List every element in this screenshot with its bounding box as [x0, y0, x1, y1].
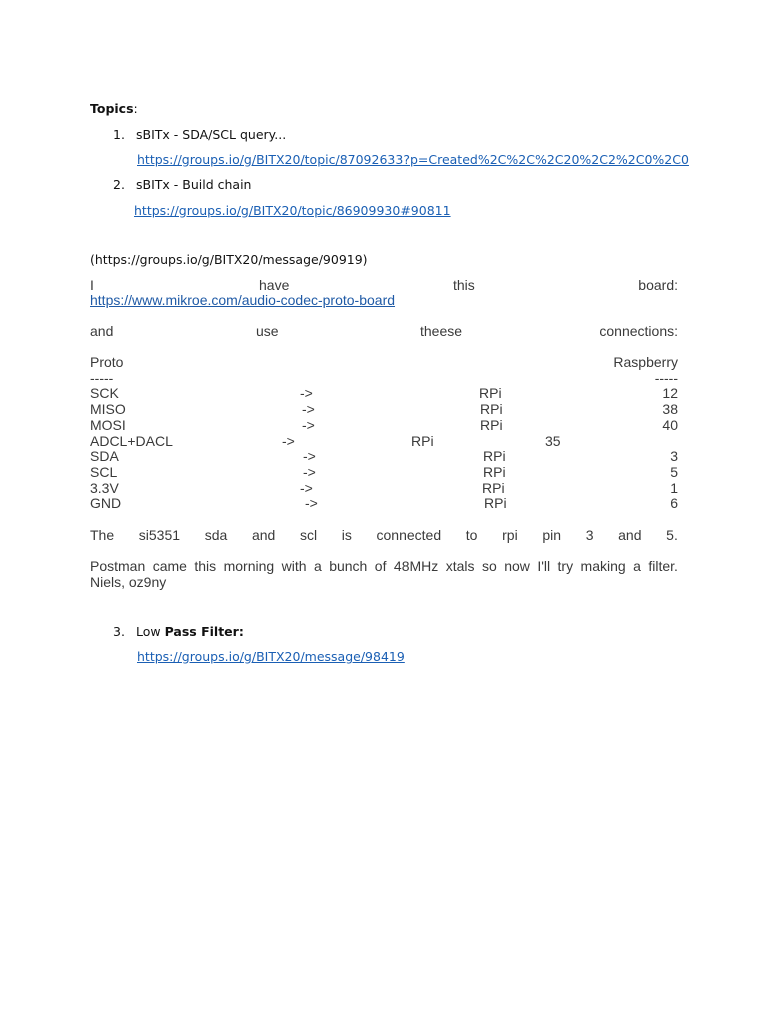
- word: bunch: [329, 558, 368, 574]
- word: making: [580, 558, 626, 574]
- separator-right: -----: [654, 370, 678, 386]
- connections-line: [90, 323, 678, 339]
- board-line: [90, 277, 678, 293]
- word: and: [90, 323, 114, 339]
- pin-name: MOSI: [90, 417, 126, 433]
- topic-2-title: sBITx - Build chain: [136, 177, 252, 192]
- word: connections:: [599, 323, 678, 339]
- word: have: [259, 277, 290, 293]
- word: The: [90, 527, 115, 543]
- pin-number: 40: [662, 417, 678, 433]
- pin-number: 35: [545, 433, 561, 449]
- word: a: [313, 558, 322, 574]
- destination: RPi: [480, 401, 503, 417]
- table-header: [90, 354, 678, 370]
- table-row: [90, 385, 678, 401]
- topic-1-number: 1.: [113, 127, 125, 142]
- word: connected: [376, 527, 442, 543]
- arrow: ->: [300, 385, 313, 401]
- topic-3-link[interactable]: https://groups.io/g/BITX20/message/98419: [137, 649, 405, 664]
- message-reference: (https://groups.io/g/BITX20/message/90919): [90, 252, 368, 267]
- word: now: [504, 558, 530, 574]
- word: and: [618, 527, 642, 543]
- word: I: [90, 277, 94, 293]
- topic-3-title: Low Pass Filter:: [136, 624, 244, 639]
- destination: RPi: [479, 385, 502, 401]
- arrow: ->: [302, 401, 315, 417]
- table-row: [90, 433, 678, 449]
- topic-3-number: 3.: [113, 624, 125, 639]
- word: xtals: [445, 558, 475, 574]
- si5351-sentence: [90, 527, 678, 543]
- topic-1-title: sBITx - SDA/SCL query...: [136, 127, 287, 142]
- word: a: [633, 558, 641, 574]
- word: board:: [638, 277, 678, 293]
- destination: RPi: [411, 433, 434, 449]
- table-row: [90, 401, 678, 417]
- arrow: ->: [303, 464, 316, 480]
- word: is: [341, 527, 352, 543]
- destination: RPi: [483, 464, 506, 480]
- word: theese: [420, 323, 463, 339]
- pin-number: 3: [670, 448, 678, 464]
- word: 48MHz: [393, 558, 439, 574]
- separator-left: -----: [90, 370, 114, 386]
- word: 3: [585, 527, 594, 543]
- pin-name: GND: [90, 495, 122, 511]
- pin-name: MISO: [90, 401, 126, 417]
- table-row: [90, 495, 678, 511]
- word: use: [256, 323, 279, 339]
- topic-1-link[interactable]: https://groups.io/g/BITX20/topic/87092633?p=Created%2C%2C%2C20%2C2%2C0%2C0: [137, 152, 689, 167]
- word: 5.: [666, 527, 678, 543]
- destination: RPi: [480, 417, 503, 433]
- arrow: ->: [282, 433, 295, 449]
- destination: RPi: [484, 495, 507, 511]
- word: and: [251, 527, 276, 543]
- topics-heading: Topics:: [90, 101, 138, 116]
- word: rpi: [502, 527, 518, 543]
- postman-sentence: [90, 558, 678, 574]
- word: with: [281, 558, 307, 574]
- destination: RPi: [483, 448, 506, 464]
- pin-name: 3.3V: [90, 480, 119, 496]
- word: sda: [204, 527, 228, 543]
- table-row: [90, 464, 678, 480]
- word: Postman: [90, 558, 146, 574]
- word: came: [152, 558, 187, 574]
- arrow: ->: [305, 495, 318, 511]
- pin-number: 12: [662, 385, 678, 401]
- word: to: [465, 527, 478, 543]
- header-raspberry: Raspberry: [613, 354, 678, 370]
- topic-2-link[interactable]: https://groups.io/g/BITX20/topic/86909930#90811: [134, 203, 451, 218]
- arrow: ->: [302, 417, 315, 433]
- board-link[interactable]: https://www.mikroe.com/audio-codec-proto-board: [90, 292, 396, 308]
- header-proto: Proto: [90, 354, 124, 370]
- pin-name: SDA: [90, 448, 119, 464]
- pin-number: 5: [670, 464, 678, 480]
- pin-number: 6: [670, 495, 678, 511]
- word: scl: [299, 527, 318, 543]
- pin-number: 38: [662, 401, 678, 417]
- arrow: ->: [300, 480, 313, 496]
- signature: Niels, oz9ny: [90, 574, 167, 590]
- pin-name: ADCL+DACL: [90, 433, 173, 449]
- table-separator: [90, 370, 678, 386]
- table-row: [90, 417, 678, 433]
- table-row: [90, 448, 678, 464]
- pin-number: 1: [670, 480, 678, 496]
- word: try: [557, 558, 574, 574]
- topic-2-number: 2.: [113, 177, 125, 192]
- word: this: [194, 558, 217, 574]
- word: I'll: [537, 558, 551, 574]
- word: si5351: [138, 527, 181, 543]
- destination: RPi: [482, 480, 505, 496]
- word: filter.: [648, 558, 678, 574]
- word: of: [374, 558, 387, 574]
- word: morning: [223, 558, 275, 574]
- arrow: ->: [303, 448, 316, 464]
- word: pin: [542, 527, 562, 543]
- word: so: [481, 558, 497, 574]
- pin-name: SCK: [90, 385, 119, 401]
- table-row: [90, 480, 678, 496]
- pin-name: SCL: [90, 464, 118, 480]
- word: this: [453, 277, 475, 293]
